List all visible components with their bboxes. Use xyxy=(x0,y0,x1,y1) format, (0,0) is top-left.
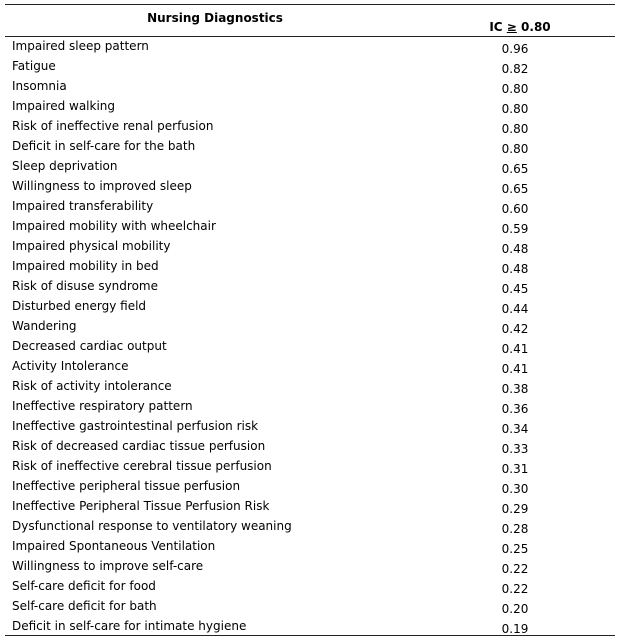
table-row xyxy=(5,317,615,337)
diagnosis-name: Self-care deficit for food xyxy=(12,579,156,593)
table-row xyxy=(5,457,615,477)
ic-value: 0.41 xyxy=(501,362,529,376)
ic-value: 0.33 xyxy=(501,442,529,456)
ic-value: 0.22 xyxy=(501,582,529,596)
ic-value: 0.38 xyxy=(501,382,529,396)
ic-value: 0.80 xyxy=(501,122,529,136)
diagnosis-name: Impaired mobility with wheelchair xyxy=(12,219,216,233)
ic-value: 0.25 xyxy=(501,542,529,556)
table-row xyxy=(5,477,615,497)
ic-value: 0.80 xyxy=(501,142,529,156)
header-nursing-diagnostics: Nursing Diagnostics xyxy=(147,11,283,25)
header-ic-threshold xyxy=(445,20,595,34)
ic-value: 0.65 xyxy=(501,162,529,176)
ic-value: 0.19 xyxy=(501,622,529,636)
diagnosis-name: Impaired walking xyxy=(12,99,116,113)
header-ic-prefix: IC xyxy=(489,20,507,34)
diagnosis-name: Impaired transferability xyxy=(12,199,154,213)
table-row xyxy=(5,537,615,557)
ic-value: 0.48 xyxy=(501,242,529,256)
diagnosis-name: Impaired physical mobility xyxy=(12,239,171,253)
diagnosis-name: Wandering xyxy=(12,319,77,333)
ic-value: 0.42 xyxy=(501,322,529,336)
table-row xyxy=(5,377,615,397)
table-row xyxy=(5,117,615,137)
ic-value: 0.45 xyxy=(501,282,529,296)
diagnosis-name: Risk of ineffective renal perfusion xyxy=(12,119,214,133)
ic-value: 0.59 xyxy=(501,222,529,236)
diagnosis-name: Risk of decreased cardiac tissue perfusion xyxy=(12,439,266,453)
table-row xyxy=(5,497,615,517)
table-row xyxy=(5,437,615,457)
diagnosis-name: Activity Intolerance xyxy=(12,359,129,373)
diagnosis-name: Decreased cardiac output xyxy=(12,339,167,353)
table-row xyxy=(5,297,615,317)
table-row xyxy=(5,517,615,537)
diagnosis-name: Impaired Spontaneous Ventilation xyxy=(12,539,216,553)
ic-value: 0.60 xyxy=(501,202,529,216)
diagnosis-name: Sleep deprivation xyxy=(12,159,118,173)
ic-value: 0.29 xyxy=(501,502,529,516)
table-row xyxy=(5,97,615,117)
ic-value: 0.41 xyxy=(501,342,529,356)
diagnosis-name: Ineffective peripheral tissue perfusion xyxy=(12,479,241,493)
diagnosis-name: Disturbed energy field xyxy=(12,299,147,313)
ic-value: 0.96 xyxy=(501,42,529,56)
table-row xyxy=(5,137,615,157)
diagnosis-name: Willingness to improved sleep xyxy=(12,179,192,193)
ic-value: 0.34 xyxy=(501,422,529,436)
table-header xyxy=(5,5,615,37)
ic-value: 0.82 xyxy=(501,62,529,76)
table-row xyxy=(5,597,615,617)
table-row xyxy=(5,557,615,577)
table-row xyxy=(5,617,615,637)
table-body xyxy=(5,37,615,637)
ic-value: 0.80 xyxy=(501,102,529,116)
table-row xyxy=(5,217,615,237)
ic-value: 0.36 xyxy=(501,402,529,416)
table-row xyxy=(5,157,615,177)
table-row xyxy=(5,357,615,377)
diagnosis-name: Impaired mobility in bed xyxy=(12,259,159,273)
diagnosis-name: Risk of ineffective cerebral tissue perfusion xyxy=(12,459,272,473)
diagnosis-name: Self-care deficit for bath xyxy=(12,599,157,613)
diagnosis-name: Insomnia xyxy=(12,79,67,93)
table-row xyxy=(5,337,615,357)
diagnosis-name: Risk of disuse syndrome xyxy=(12,279,158,293)
table-row xyxy=(5,197,615,217)
header-ic-symbol: ≥ xyxy=(506,20,517,34)
table-row xyxy=(5,37,615,57)
ic-value: 0.65 xyxy=(501,182,529,196)
diagnosis-name: Dysfunctional response to ventilatory weaning xyxy=(12,519,292,533)
table-row xyxy=(5,577,615,597)
table-row xyxy=(5,277,615,297)
diagnosis-name: Impaired sleep pattern xyxy=(12,39,149,53)
diagnosis-name: Deficit in self-care for the bath xyxy=(12,139,196,153)
ic-value: 0.20 xyxy=(501,602,529,616)
diagnosis-name: Risk of activity intolerance xyxy=(12,379,172,393)
diagnostics-table xyxy=(5,4,615,636)
diagnosis-name: Fatigue xyxy=(12,59,56,73)
ic-value: 0.80 xyxy=(501,82,529,96)
table-row xyxy=(5,257,615,277)
table-row xyxy=(5,57,615,77)
diagnosis-name: Willingness to improve self-care xyxy=(12,559,204,573)
ic-value: 0.22 xyxy=(501,562,529,576)
ic-value: 0.48 xyxy=(501,262,529,276)
table-row xyxy=(5,177,615,197)
table-row xyxy=(5,77,615,97)
table-row xyxy=(5,397,615,417)
diagnosis-name: Deficit in self-care for intimate hygiene xyxy=(12,619,247,633)
header-ic-value: 0.80 xyxy=(516,20,551,34)
ic-value: 0.30 xyxy=(501,482,529,496)
table-row xyxy=(5,237,615,257)
diagnosis-name: Ineffective Peripheral Tissue Perfusion Risk xyxy=(12,499,270,513)
diagnosis-name: Ineffective gastrointestinal perfusion risk xyxy=(12,419,259,433)
ic-value: 0.31 xyxy=(501,462,529,476)
diagnosis-name: Ineffective respiratory pattern xyxy=(12,399,193,413)
ic-value: 0.28 xyxy=(501,522,529,536)
table-row xyxy=(5,417,615,437)
ic-value: 0.44 xyxy=(501,302,529,316)
